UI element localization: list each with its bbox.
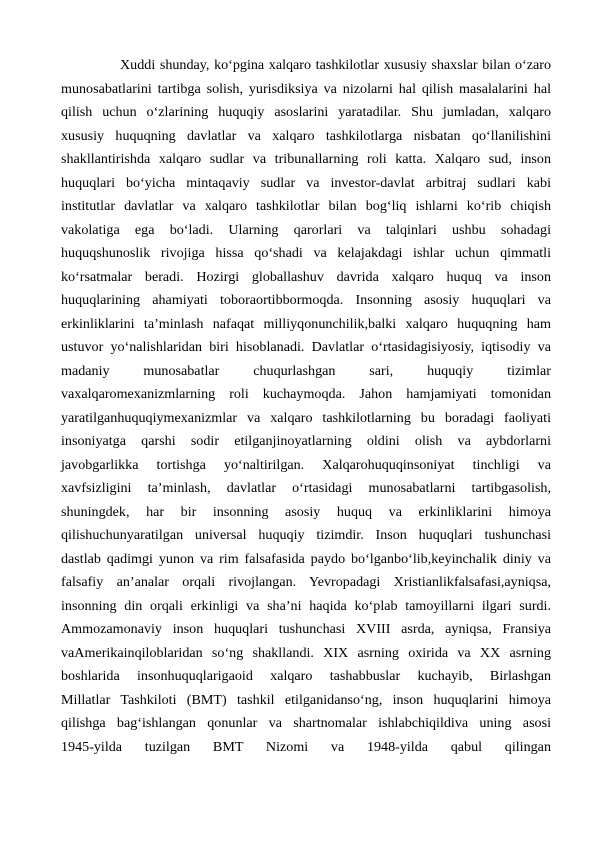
text-line: Xuddi shunday, ko‘pgina xalqaro tashkilotlar xususiy shaxslar bilan o‘zaro: [120, 57, 551, 73]
text-line: huquqlari bo‘yicha mintaqaviy sudlar va investor-davlat arbitraj sudlari kabi: [61, 174, 551, 191]
text-line: huquqlarining ahamiyati toboraortibbormoqda. Insonning asosiy huquqlari va: [61, 292, 551, 308]
text-line: xavfsizligini ta’minlash, davlatlar o‘rtasidagi munosabatlarni tartibgasolish,: [61, 480, 551, 496]
text-line: ustuvor yo‘nalishlaridan biri hisoblanadi. Davlatlar o‘rtasidagisiyosiy, iqtisodiy va: [61, 339, 551, 355]
text-line: shakllantirishda xalqaro sudlar va tribunallarning roli katta. Xalqaro sud, inson: [61, 151, 551, 167]
text-line: Millatlar Tashkiloti (BMT) tashkil etilganidanso‘ng, inson huquqlarini himoya: [61, 691, 551, 708]
text-line: madaniy munosabatlar chuqurlashgan sari, huquqiy tizimlar: [61, 362, 551, 379]
text-line: shuningdek, har bir insonning asosiy huquq va erkinliklarini himoya: [61, 503, 551, 520]
text-line: qilishga bag‘ishlangan qonunlar va shartnomalar ishlabchiqildiva uning asosi: [61, 715, 551, 731]
text-line: vaAmerikainqiloblaridan so‘ng shakllandi. XIX asrning oxirida va XX asrning: [61, 644, 551, 661]
text-line: yaratilganhuquqiymexanizmlar va xalqaro tashkilotlarning bu boradagi faoliyati: [61, 409, 551, 426]
text-line: insonning din orqali erkinligi va sha’ni haqida ko‘plab tamoyillarni ilgari surdi.: [61, 597, 551, 614]
body-paragraph: [61, 54, 551, 759]
text-line: javobgarlikka tortishga yo‘naltirilgan. Xalqarohuquqinsoniyat tinchligi va: [61, 456, 551, 473]
text-line: erkinliklarini ta’minlash nafaqat milliyqonunchilik,balki xalqaro huquqning ham: [61, 315, 551, 332]
text-line: munosabatlarini tartibga solish, yurisdiksiya va nizolarni hal qilish masalalarini hal: [61, 80, 551, 97]
text-line: Ammozamonaviy inson huquqlari tushunchasi XVIII asrda, ayniqsa, Fransiya: [61, 621, 551, 637]
text-line: qilishuchunyaratilgan universal huquqiy tizimdir. Inson huquqlari tushunchasi: [61, 527, 551, 543]
text-line: boshlarida insonhuquqlarigaoid xalqaro tashabbuslar kuchayib, Birlashgan: [61, 668, 551, 684]
text-line: qilish uchun o‘zlarining huquqiy asoslarini yaratadilar. Shu jumladan, xalqaro: [61, 104, 551, 120]
text-line: 1945-yilda tuzilgan BMT Nizomi va 1948-yilda qabul qilingan: [61, 738, 551, 755]
text-line: falsafiy an’analar orqali rivojlangan. Yevropadagi Xristianlikfalsafasi,ayniqsa,: [61, 574, 551, 590]
text-line: institutlar davlatlar va xalqaro tashkilotlar bilan bog‘liq ishlarni ko‘rib chiqish: [61, 198, 551, 214]
text-line: vakolatiga ega bo‘ladi. Ularning qarorlari va talqinlari ushbu sohadagi: [61, 221, 551, 238]
text-line: insoniyatga qarshi sodir etilganjinoyatlarning oldini olish va aybdorlarni: [61, 433, 551, 449]
text-line: vaxalqaromexanizmlarning roli kuchaymoqda. Jahon hamjamiyati tomonidan: [61, 386, 551, 402]
text-line: dastlab qadimgi yunon va rim falsafasida paydo bo‘lganbo‘lib,keyinchalik diniy va: [61, 550, 551, 567]
text-line: xususiy huquqning davlatlar va xalqaro tashkilotlarga nisbatan qo‘llanilishini: [61, 127, 551, 144]
text-line: huquqshunoslik rivojiga hissa qo‘shadi va kelajakdagi ishlar uchun qimmatli: [61, 245, 551, 261]
text-line: ko‘rsatmalar beradi. Hozirgi globallashuv davrida xalqaro huquq va inson: [61, 268, 551, 285]
